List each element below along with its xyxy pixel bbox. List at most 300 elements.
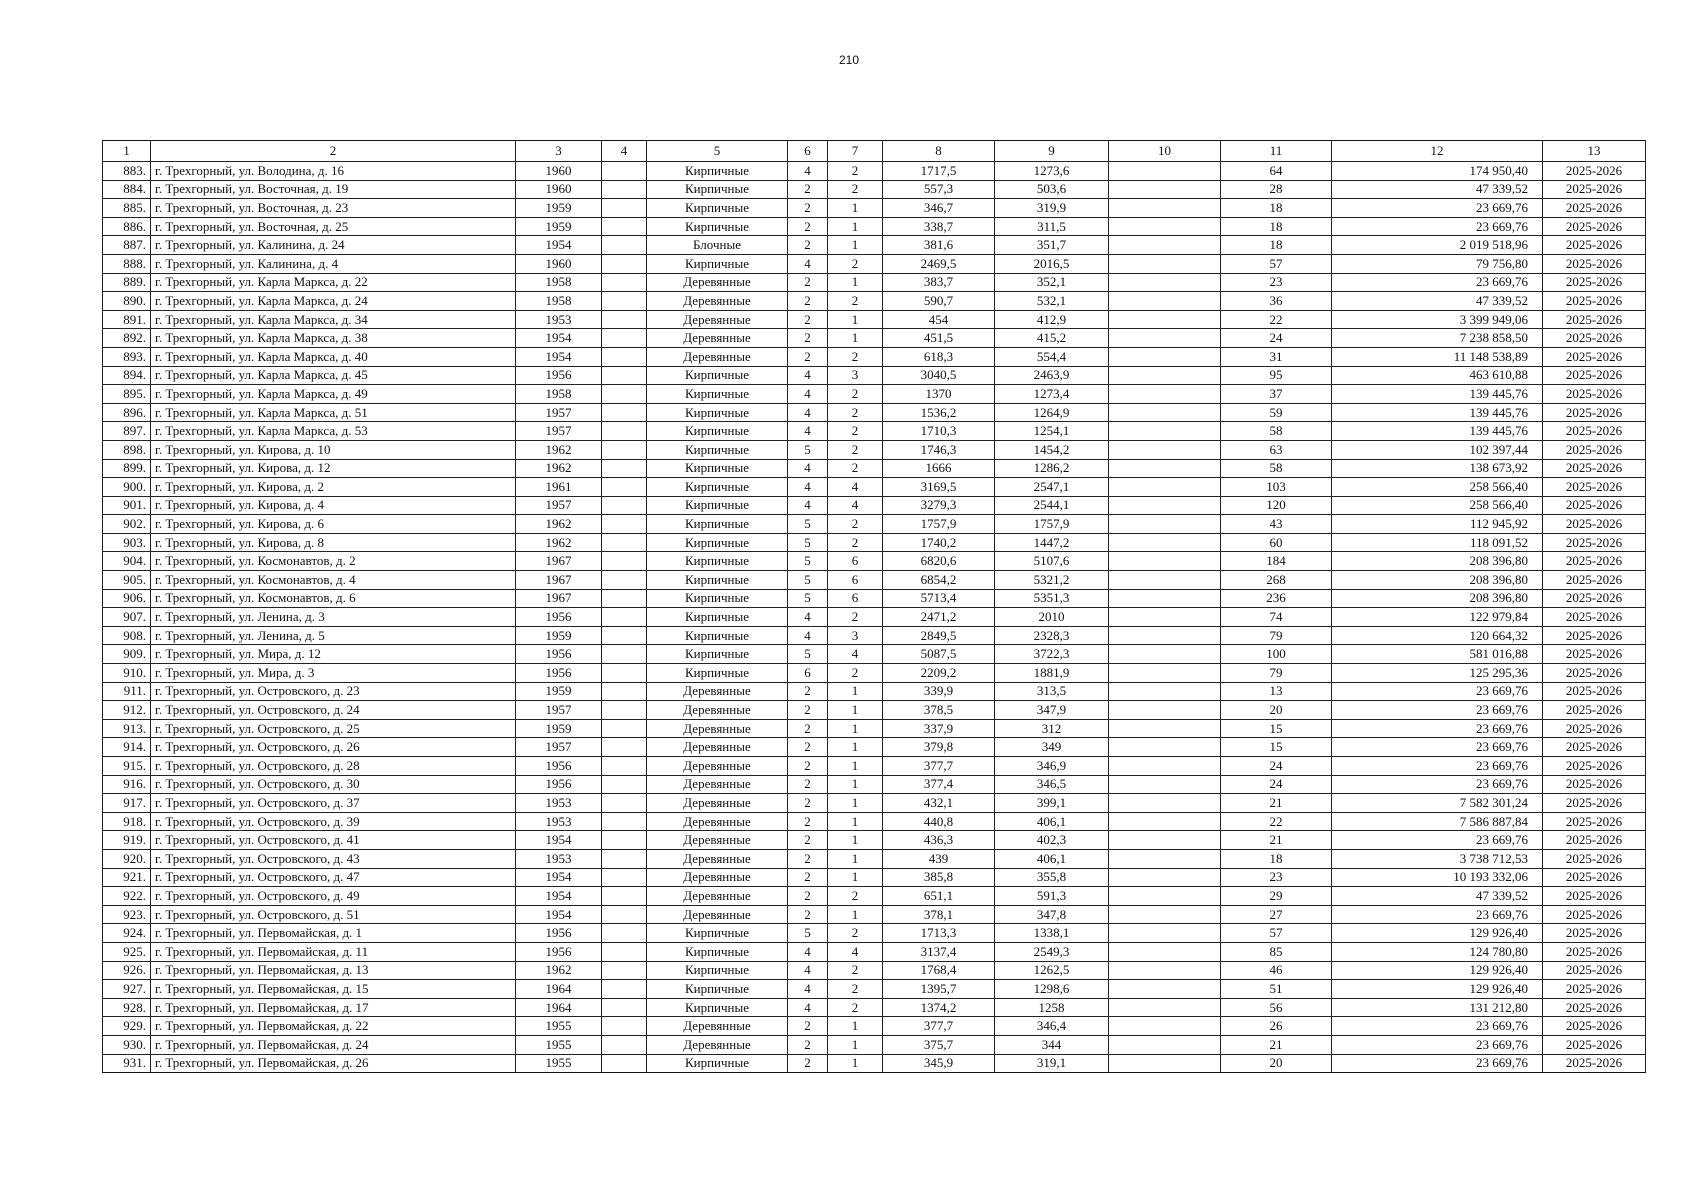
residents-cell: 18 (1221, 236, 1332, 255)
floors-cell: 5 (788, 552, 828, 571)
col4-cell (602, 868, 647, 887)
residents-cell: 37 (1221, 385, 1332, 404)
period-cell: 2025-2026 (1543, 347, 1646, 366)
living-area-cell: 311,5 (995, 217, 1109, 236)
floors-cell: 4 (788, 496, 828, 515)
period-cell: 2025-2026 (1543, 887, 1646, 906)
living-area-cell: 312 (995, 719, 1109, 738)
living-area-cell: 1254,1 (995, 422, 1109, 441)
residents-cell: 18 (1221, 217, 1332, 236)
floors-cell: 4 (788, 961, 828, 980)
cost-cell: 23 669,76 (1332, 905, 1543, 924)
period-cell: 2025-2026 (1543, 440, 1646, 459)
total-area-cell: 1713,3 (883, 924, 995, 943)
row-number-cell: 910. (103, 664, 151, 683)
floors-cell: 2 (788, 812, 828, 831)
row-number-cell: 922. (103, 887, 151, 906)
entrances-cell: 1 (828, 199, 883, 218)
col4-cell (602, 273, 647, 292)
total-area-cell: 440,8 (883, 812, 995, 831)
col4-cell (602, 905, 647, 924)
address-cell: г. Трехгорный, ул. Мира, д. 3 (151, 664, 516, 683)
col4-cell (602, 254, 647, 273)
residents-cell: 60 (1221, 533, 1332, 552)
address-cell: г. Трехгорный, ул. Кирова, д. 8 (151, 533, 516, 552)
floors-cell: 5 (788, 515, 828, 534)
table-row (103, 738, 1646, 757)
entrances-cell: 1 (828, 1017, 883, 1036)
entrances-cell: 2 (828, 924, 883, 943)
period-cell: 2025-2026 (1543, 385, 1646, 404)
table-row (103, 719, 1646, 738)
period-cell: 2025-2026 (1543, 664, 1646, 683)
living-area-cell: 503,6 (995, 180, 1109, 199)
col10-cell (1109, 571, 1221, 590)
col4-cell (602, 738, 647, 757)
wall-material-cell: Кирпичные (647, 1054, 788, 1073)
residents-cell: 51 (1221, 980, 1332, 999)
wall-material-cell: Блочные (647, 236, 788, 255)
year-built-cell: 1958 (516, 292, 602, 311)
period-cell: 2025-2026 (1543, 831, 1646, 850)
row-number-cell: 919. (103, 831, 151, 850)
column-header: 11 (1221, 141, 1332, 162)
period-cell: 2025-2026 (1543, 905, 1646, 924)
address-cell: г. Трехгорный, ул. Первомайская, д. 17 (151, 998, 516, 1017)
wall-material-cell: Деревянные (647, 719, 788, 738)
wall-material-cell: Кирпичные (647, 589, 788, 608)
year-built-cell: 1957 (516, 701, 602, 720)
row-number-cell: 907. (103, 608, 151, 627)
entrances-cell: 2 (828, 403, 883, 422)
wall-material-cell: Кирпичные (647, 645, 788, 664)
residents-cell: 79 (1221, 626, 1332, 645)
residents-cell: 29 (1221, 887, 1332, 906)
total-area-cell: 1374,2 (883, 998, 995, 1017)
col10-cell (1109, 162, 1221, 181)
entrances-cell: 1 (828, 757, 883, 776)
living-area-cell: 1262,5 (995, 961, 1109, 980)
period-cell: 2025-2026 (1543, 552, 1646, 571)
total-area-cell: 454 (883, 310, 995, 329)
year-built-cell: 1953 (516, 849, 602, 868)
entrances-cell: 1 (828, 812, 883, 831)
floors-cell: 2 (788, 273, 828, 292)
period-cell: 2025-2026 (1543, 496, 1646, 515)
wall-material-cell: Кирпичные (647, 552, 788, 571)
table-row (103, 422, 1646, 441)
wall-material-cell: Кирпичные (647, 998, 788, 1017)
address-cell: г. Трехгорный, ул. Кирова, д. 2 (151, 478, 516, 497)
year-built-cell: 1956 (516, 645, 602, 664)
total-area-cell: 6854,2 (883, 571, 995, 590)
col10-cell (1109, 254, 1221, 273)
floors-cell: 5 (788, 440, 828, 459)
total-area-cell: 5713,4 (883, 589, 995, 608)
residents-cell: 22 (1221, 310, 1332, 329)
cost-cell: 79 756,80 (1332, 254, 1543, 273)
col10-cell (1109, 236, 1221, 255)
col4-cell (602, 701, 647, 720)
cost-cell: 139 445,76 (1332, 422, 1543, 441)
year-built-cell: 1964 (516, 998, 602, 1017)
cost-cell: 138 673,92 (1332, 459, 1543, 478)
floors-cell: 2 (788, 199, 828, 218)
table-row (103, 180, 1646, 199)
total-area-cell: 375,7 (883, 1035, 995, 1054)
entrances-cell: 2 (828, 961, 883, 980)
living-area-cell: 349 (995, 738, 1109, 757)
col4-cell (602, 812, 647, 831)
year-built-cell: 1967 (516, 589, 602, 608)
floors-cell: 2 (788, 1054, 828, 1073)
col10-cell (1109, 887, 1221, 906)
entrances-cell: 2 (828, 422, 883, 441)
address-cell: г. Трехгорный, ул. Первомайская, д. 13 (151, 961, 516, 980)
wall-material-cell: Кирпичные (647, 961, 788, 980)
total-area-cell: 618,3 (883, 347, 995, 366)
entrances-cell: 2 (828, 180, 883, 199)
living-area-cell: 355,8 (995, 868, 1109, 887)
year-built-cell: 1958 (516, 385, 602, 404)
floors-cell: 5 (788, 589, 828, 608)
residents-cell: 27 (1221, 905, 1332, 924)
period-cell: 2025-2026 (1543, 366, 1646, 385)
wall-material-cell: Кирпичные (647, 664, 788, 683)
total-area-cell: 1746,3 (883, 440, 995, 459)
period-cell: 2025-2026 (1543, 701, 1646, 720)
living-area-cell: 347,8 (995, 905, 1109, 924)
cost-cell: 23 669,76 (1332, 1035, 1543, 1054)
floors-cell: 4 (788, 608, 828, 627)
col10-cell (1109, 422, 1221, 441)
wall-material-cell: Кирпичные (647, 608, 788, 627)
living-area-cell: 1273,4 (995, 385, 1109, 404)
residents-cell: 74 (1221, 608, 1332, 627)
wall-material-cell: Деревянные (647, 329, 788, 348)
floors-cell: 2 (788, 292, 828, 311)
housing-registry-table (102, 140, 1646, 1073)
cost-cell: 23 669,76 (1332, 273, 1543, 292)
total-area-cell: 346,7 (883, 199, 995, 218)
period-cell: 2025-2026 (1543, 533, 1646, 552)
wall-material-cell: Деревянные (647, 273, 788, 292)
col10-cell (1109, 347, 1221, 366)
table-row (103, 552, 1646, 571)
wall-material-cell: Деревянные (647, 1017, 788, 1036)
floors-cell: 2 (788, 701, 828, 720)
address-cell: г. Трехгорный, ул. Ленина, д. 5 (151, 626, 516, 645)
year-built-cell: 1956 (516, 366, 602, 385)
floors-cell: 2 (788, 738, 828, 757)
total-area-cell: 590,7 (883, 292, 995, 311)
year-built-cell: 1964 (516, 980, 602, 999)
row-number-cell: 931. (103, 1054, 151, 1073)
cost-cell: 10 193 332,06 (1332, 868, 1543, 887)
row-number-cell: 908. (103, 626, 151, 645)
period-cell: 2025-2026 (1543, 998, 1646, 1017)
residents-cell: 79 (1221, 664, 1332, 683)
col10-cell (1109, 664, 1221, 683)
living-area-cell: 346,5 (995, 775, 1109, 794)
living-area-cell: 1881,9 (995, 664, 1109, 683)
row-number-cell: 916. (103, 775, 151, 794)
residents-cell: 28 (1221, 180, 1332, 199)
table-row (103, 868, 1646, 887)
col10-cell (1109, 812, 1221, 831)
table-row (103, 478, 1646, 497)
address-cell: г. Трехгорный, ул. Островского, д. 41 (151, 831, 516, 850)
wall-material-cell: Кирпичные (647, 180, 788, 199)
entrances-cell: 1 (828, 905, 883, 924)
table-row (103, 254, 1646, 273)
cost-cell: 47 339,52 (1332, 180, 1543, 199)
table-row (103, 757, 1646, 776)
total-area-cell: 2471,2 (883, 608, 995, 627)
wall-material-cell: Кирпичные (647, 217, 788, 236)
year-built-cell: 1953 (516, 310, 602, 329)
year-built-cell: 1954 (516, 329, 602, 348)
table-row (103, 292, 1646, 311)
col10-cell (1109, 738, 1221, 757)
year-built-cell: 1967 (516, 571, 602, 590)
year-built-cell: 1959 (516, 626, 602, 645)
period-cell: 2025-2026 (1543, 162, 1646, 181)
year-built-cell: 1955 (516, 1054, 602, 1073)
residents-cell: 95 (1221, 366, 1332, 385)
col4-cell (602, 924, 647, 943)
entrances-cell: 1 (828, 701, 883, 720)
residents-cell: 46 (1221, 961, 1332, 980)
entrances-cell: 2 (828, 515, 883, 534)
total-area-cell: 5087,5 (883, 645, 995, 664)
wall-material-cell: Деревянные (647, 757, 788, 776)
wall-material-cell: Кирпичные (647, 199, 788, 218)
address-cell: г. Трехгорный, ул. Ленина, д. 3 (151, 608, 516, 627)
col10-cell (1109, 645, 1221, 664)
table-row (103, 273, 1646, 292)
wall-material-cell: Деревянные (647, 292, 788, 311)
period-cell: 2025-2026 (1543, 682, 1646, 701)
cost-cell: 118 091,52 (1332, 533, 1543, 552)
floors-cell: 2 (788, 329, 828, 348)
col4-cell (602, 459, 647, 478)
wall-material-cell: Деревянные (647, 831, 788, 850)
period-cell: 2025-2026 (1543, 645, 1646, 664)
row-number-cell: 927. (103, 980, 151, 999)
period-cell: 2025-2026 (1543, 961, 1646, 980)
row-number-cell: 921. (103, 868, 151, 887)
period-cell: 2025-2026 (1543, 719, 1646, 738)
address-cell: г. Трехгорный, ул. Восточная, д. 25 (151, 217, 516, 236)
wall-material-cell: Кирпичные (647, 254, 788, 273)
row-number-cell: 887. (103, 236, 151, 255)
address-cell: г. Трехгорный, ул. Кирова, д. 12 (151, 459, 516, 478)
total-area-cell: 6820,6 (883, 552, 995, 571)
table-row (103, 217, 1646, 236)
wall-material-cell: Кирпичные (647, 924, 788, 943)
year-built-cell: 1967 (516, 552, 602, 571)
col4-cell (602, 515, 647, 534)
col4-cell (602, 199, 647, 218)
floors-cell: 4 (788, 459, 828, 478)
table-row (103, 924, 1646, 943)
cost-cell: 23 669,76 (1332, 1017, 1543, 1036)
cost-cell: 139 445,76 (1332, 403, 1543, 422)
address-cell: г. Трехгорный, ул. Островского, д. 30 (151, 775, 516, 794)
floors-cell: 5 (788, 924, 828, 943)
cost-cell: 23 669,76 (1332, 1054, 1543, 1073)
period-cell: 2025-2026 (1543, 849, 1646, 868)
living-area-cell: 313,5 (995, 682, 1109, 701)
period-cell: 2025-2026 (1543, 589, 1646, 608)
table-body (103, 162, 1646, 1073)
address-cell: г. Трехгорный, ул. Калинина, д. 24 (151, 236, 516, 255)
total-area-cell: 379,8 (883, 738, 995, 757)
living-area-cell: 346,4 (995, 1017, 1109, 1036)
living-area-cell: 319,9 (995, 199, 1109, 218)
total-area-cell: 377,7 (883, 1017, 995, 1036)
address-cell: г. Трехгорный, ул. Кирова, д. 4 (151, 496, 516, 515)
cost-cell: 23 669,76 (1332, 831, 1543, 850)
period-cell: 2025-2026 (1543, 738, 1646, 757)
total-area-cell: 436,3 (883, 831, 995, 850)
row-number-cell: 918. (103, 812, 151, 831)
col10-cell (1109, 440, 1221, 459)
wall-material-cell: Кирпичные (647, 533, 788, 552)
entrances-cell: 1 (828, 329, 883, 348)
year-built-cell: 1954 (516, 887, 602, 906)
table-row (103, 682, 1646, 701)
living-area-cell: 2016,5 (995, 254, 1109, 273)
living-area-cell: 352,1 (995, 273, 1109, 292)
cost-cell: 581 016,88 (1332, 645, 1543, 664)
col4-cell (602, 552, 647, 571)
floors-cell: 4 (788, 998, 828, 1017)
total-area-cell: 1717,5 (883, 162, 995, 181)
col4-cell (602, 682, 647, 701)
col4-cell (602, 608, 647, 627)
entrances-cell: 3 (828, 626, 883, 645)
table-row (103, 1017, 1646, 1036)
cost-cell: 47 339,52 (1332, 292, 1543, 311)
address-cell: г. Трехгорный, ул. Островского, д. 49 (151, 887, 516, 906)
col10-cell (1109, 998, 1221, 1017)
period-cell: 2025-2026 (1543, 273, 1646, 292)
col10-cell (1109, 199, 1221, 218)
residents-cell: 184 (1221, 552, 1332, 571)
address-cell: г. Трехгорный, ул. Карла Маркса, д. 53 (151, 422, 516, 441)
row-number-cell: 888. (103, 254, 151, 273)
address-cell: г. Трехгорный, ул. Карла Маркса, д. 40 (151, 347, 516, 366)
period-cell: 2025-2026 (1543, 757, 1646, 776)
cost-cell: 129 926,40 (1332, 961, 1543, 980)
col10-cell (1109, 385, 1221, 404)
residents-cell: 22 (1221, 812, 1332, 831)
col10-cell (1109, 273, 1221, 292)
table-row (103, 608, 1646, 627)
row-number-cell: 923. (103, 905, 151, 924)
floors-cell: 4 (788, 385, 828, 404)
residents-cell: 236 (1221, 589, 1332, 608)
col4-cell (602, 794, 647, 813)
period-cell: 2025-2026 (1543, 515, 1646, 534)
year-built-cell: 1962 (516, 459, 602, 478)
row-number-cell: 901. (103, 496, 151, 515)
floors-cell: 2 (788, 757, 828, 776)
col4-cell (602, 1035, 647, 1054)
table-row (103, 329, 1646, 348)
floors-cell: 2 (788, 180, 828, 199)
residents-cell: 58 (1221, 459, 1332, 478)
total-area-cell: 377,4 (883, 775, 995, 794)
table-row (103, 980, 1646, 999)
table-row (103, 849, 1646, 868)
period-cell: 2025-2026 (1543, 199, 1646, 218)
year-built-cell: 1953 (516, 794, 602, 813)
wall-material-cell: Деревянные (647, 812, 788, 831)
col4-cell (602, 626, 647, 645)
row-number-cell: 906. (103, 589, 151, 608)
residents-cell: 15 (1221, 738, 1332, 757)
living-area-cell: 1273,6 (995, 162, 1109, 181)
year-built-cell: 1957 (516, 496, 602, 515)
floors-cell: 2 (788, 347, 828, 366)
cost-cell: 174 950,40 (1332, 162, 1543, 181)
entrances-cell: 6 (828, 571, 883, 590)
period-cell: 2025-2026 (1543, 403, 1646, 422)
period-cell: 2025-2026 (1543, 626, 1646, 645)
cost-cell: 3 399 949,06 (1332, 310, 1543, 329)
wall-material-cell: Деревянные (647, 849, 788, 868)
row-number-cell: 924. (103, 924, 151, 943)
entrances-cell: 2 (828, 254, 883, 273)
row-number-cell: 893. (103, 347, 151, 366)
living-area-cell: 1298,6 (995, 980, 1109, 999)
row-number-cell: 917. (103, 794, 151, 813)
year-built-cell: 1956 (516, 942, 602, 961)
row-number-cell: 890. (103, 292, 151, 311)
period-cell: 2025-2026 (1543, 812, 1646, 831)
address-cell: г. Трехгорный, ул. Первомайская, д. 24 (151, 1035, 516, 1054)
row-number-cell: 904. (103, 552, 151, 571)
address-cell: г. Трехгорный, ул. Островского, д. 39 (151, 812, 516, 831)
col4-cell (602, 849, 647, 868)
wall-material-cell: Кирпичные (647, 440, 788, 459)
col10-cell (1109, 719, 1221, 738)
residents-cell: 24 (1221, 329, 1332, 348)
cost-cell: 23 669,76 (1332, 701, 1543, 720)
residents-cell: 23 (1221, 868, 1332, 887)
year-built-cell: 1962 (516, 533, 602, 552)
living-area-cell: 532,1 (995, 292, 1109, 311)
cost-cell: 23 669,76 (1332, 738, 1543, 757)
address-cell: г. Трехгорный, ул. Карла Маркса, д. 34 (151, 310, 516, 329)
living-area-cell: 319,1 (995, 1054, 1109, 1073)
total-area-cell: 383,7 (883, 273, 995, 292)
entrances-cell: 6 (828, 589, 883, 608)
year-built-cell: 1959 (516, 682, 602, 701)
living-area-cell: 1757,9 (995, 515, 1109, 534)
address-cell: г. Трехгорный, ул. Володина, д. 16 (151, 162, 516, 181)
floors-cell: 2 (788, 1035, 828, 1054)
entrances-cell: 1 (828, 775, 883, 794)
table-row (103, 775, 1646, 794)
cost-cell: 139 445,76 (1332, 385, 1543, 404)
page-number: 210 (838, 53, 860, 67)
total-area-cell: 338,7 (883, 217, 995, 236)
residents-cell: 20 (1221, 701, 1332, 720)
